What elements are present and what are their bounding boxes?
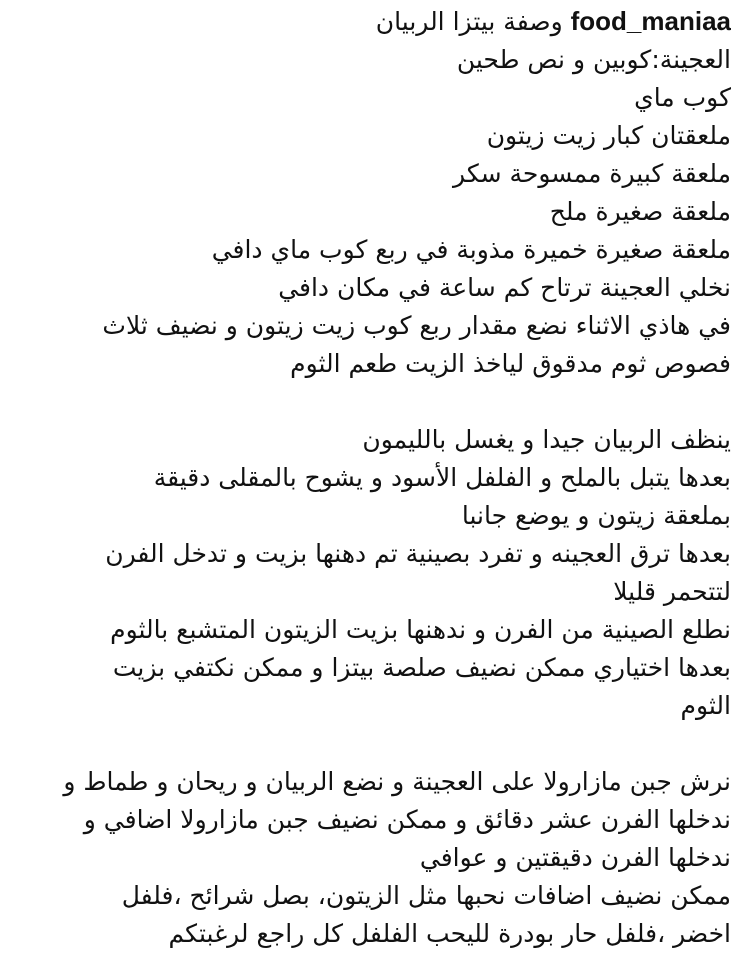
caption-paragraph-gap [10, 725, 731, 763]
caption-line: ممكن نضيف اضافات نحبها مثل الزيتون، بصل شرائح ،فلفل [121, 881, 731, 910]
recipe-title: وصفة بيتزا الربيان [375, 7, 563, 36]
caption-line: ملعقة كبيرة ممسوحة سكر [453, 159, 731, 188]
caption-line: كوب ماي [634, 83, 731, 112]
caption-line: بعدها اختياري ممكن نضيف صلصة بيتزا و ممكن نكتفي بزيت [112, 653, 731, 682]
caption-line: بعدها يتبل بالملح و الفلفل الأسود و يشوح بالمقلى دقيقة [153, 463, 731, 492]
caption-line: بملعقة زيتون و يوضع جانبا [461, 501, 731, 530]
caption-line: ملعقة صغيرة ملح [549, 197, 731, 226]
caption-line: ينظف الربيان جيدا و يغسل بالليمون [362, 425, 731, 454]
caption-line: نرش جبن مازارولا على العجينة و نضع الربيان و ريحان و طماط و [63, 767, 731, 796]
caption-line: في هاذي الاثناء نضع مقدار ربع كوب زيت زيتون و نضيف ثلاث [102, 311, 731, 340]
caption-line: فصوص ثوم مدقوق لياخذ الزيت طعم الثوم [290, 349, 731, 378]
post-caption [10, 2, 731, 953]
caption-line: اخضر ،فلفل حار بودرة لليحب الفلفل كل راجع لرغبتكم [168, 919, 731, 948]
caption-body [10, 41, 731, 953]
caption-line: نطلع الصينية من الفرن و ندهنها بزيت الزيتون المتشبع بالثوم [110, 615, 731, 644]
caption-line: ملعقة صغيرة خميرة مذوبة في ربع كوب ماي دافي [211, 235, 731, 264]
caption-line: العجينة:كوبين و نص طحين [456, 45, 731, 74]
caption-line: بعدها ترق العجينه و تفرد بصينية تم دهنها بزيت و تدخل الفرن [105, 539, 731, 568]
caption-line: ملعقتان كبار زيت زيتون [486, 121, 731, 150]
caption-line: ندخلها الفرن عشر دقائق و ممكن نضيف جبن مازارولا اضافي و [83, 805, 731, 834]
caption-line: نخلي العجينة ترتاح كم ساعة في مكان دافي [278, 273, 731, 302]
caption-line: ندخلها الفرن دقيقتين و عوافي [419, 843, 731, 872]
username-link[interactable]: food_maniaa [570, 6, 731, 36]
caption-header [10, 2, 731, 41]
caption-line: الثوم [680, 691, 731, 720]
caption-paragraph-gap [10, 383, 731, 421]
caption-line: لتتحمر قليلا [613, 577, 731, 606]
